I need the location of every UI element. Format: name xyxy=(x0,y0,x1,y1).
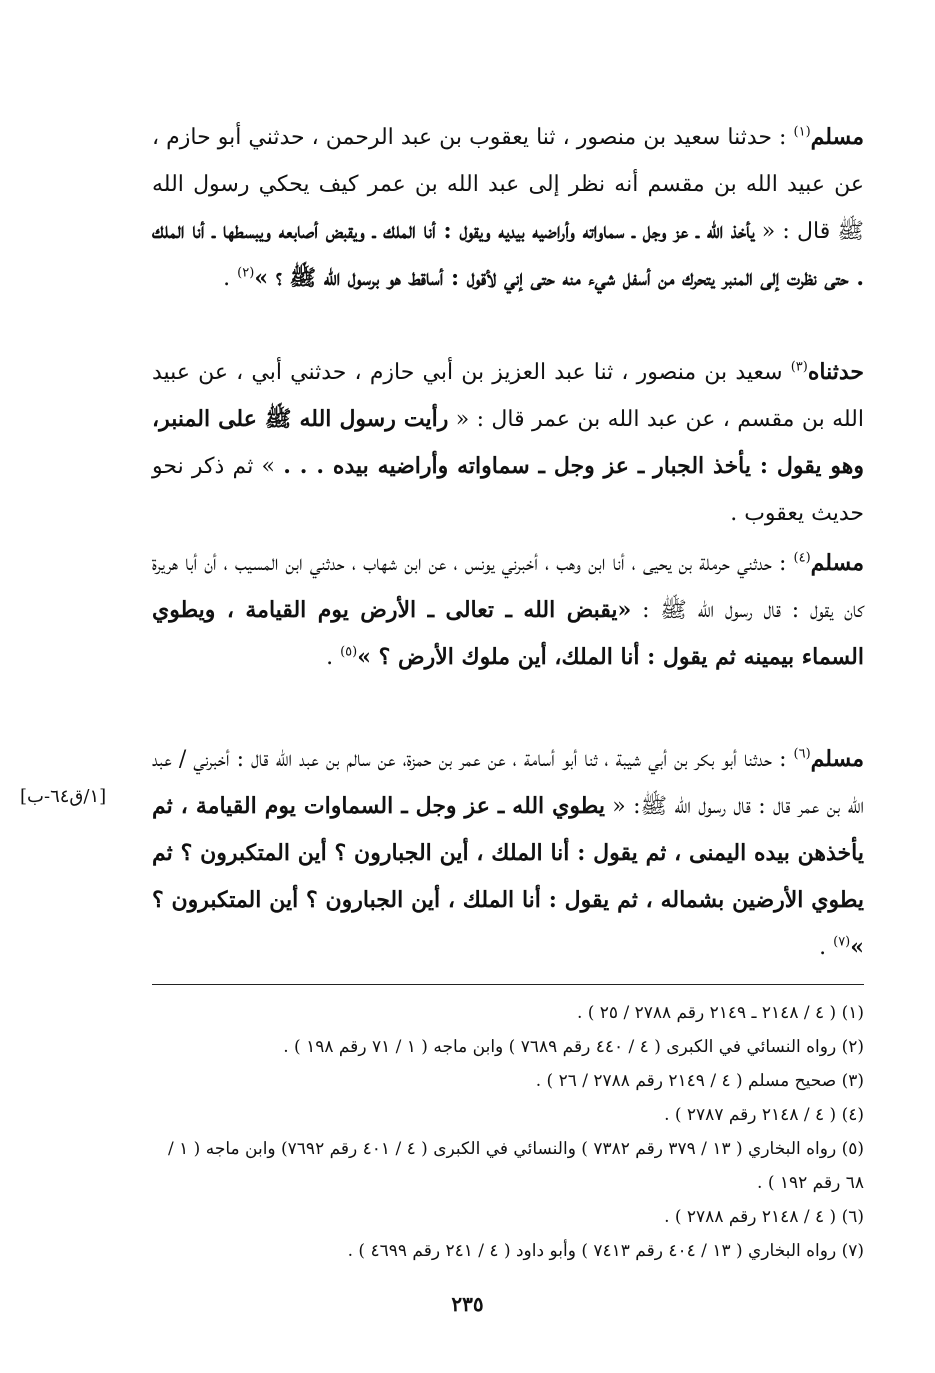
hadith-3-isnad: : حدثني حرملة بن يحيى ، أنا ابن وهب ، أخبرني يونس ، عن ابن شهاب ، حدثني ابن المسيب ، أن أبا هريرة كان يقول : قال رسول الله ﷺ : xyxy=(152,551,865,623)
hadith-4-label: مسلم xyxy=(810,746,864,772)
hadith-2-isnad: سعيد بن منصور ، ثنا عبد العزيز بن أبي حازم ، حدثني أبي ، عن عبيد الله بن مقسم ، عن عبد الله بن عمر قال : « xyxy=(152,360,864,432)
footnote-ref-5[interactable]: (٥) xyxy=(340,644,358,660)
hadith-1-isnad: : حدثنا سعيد بن منصور ، ثنا يعقوب بن عبد الرحمن ، حدثني أبو حازم ، عن عبيد الله بن مقسم أنه نظر إلى عبد الله بن عمر كيف يحكي رسول الله ﷺ قال : « xyxy=(152,125,865,244)
hadith-1-label: مسلم xyxy=(810,124,864,150)
footnote-item: (٤) ( ٤ / ٢١٤٨ رقم ٢٧٨٧ ) . xyxy=(664,1105,864,1125)
hadith-1-tail: . xyxy=(223,266,238,291)
footnote-item: (٧) رواه البخاري ( ١٣ / ٤٠٤ رقم ٧٤١٣ ) وأبو داود ( ٤ / ٢٤١ رقم ٤٦٩٩ ) . xyxy=(347,1241,864,1261)
hadith-paragraph-2 xyxy=(152,349,864,537)
hadith-2-matn: رأيت رسول الله ﷺ على المنبر، وهو يقول : يأخذ الجبار ـ عز وجل ـ سماواته وأراضيه بيده . . . xyxy=(152,406,865,479)
hadith-3-label: مسلم xyxy=(810,550,864,576)
hadith-4-isnad: : حدثنا أبو بكر بن أبي شيبة ، ثنا أبو أسامة ، عن عمر بن حمزة، عن سالم بن عبد الله قال : أخبرني / عبد الله بن عمر قال : قال رسول الله ﷺ: « xyxy=(152,747,865,819)
footnote-divider xyxy=(152,984,864,985)
hadith-4-matn: يطوي الله ـ عز وجل ـ السماوات يوم القيامة ، ثم يأخذهن بيده اليمنى ، ثم يقول : أنا الملك ، أين الجبارون ؟ أين المتكبرون ؟ ثم يطوي الأرضين بشماله ، ثم يقول : أنا الملك ، أين الجبارون ؟ أين المتكبرون ؟ » xyxy=(152,793,864,960)
footnotes-list xyxy=(152,996,864,1268)
hadith-paragraph-3 xyxy=(152,540,864,681)
hadith-2-tail: » ثم ذكر نحو حديث يعقوب . xyxy=(152,454,864,526)
page-number: ٢٣٥ xyxy=(451,1292,484,1316)
footnote-item: (١) ( ٤ / ٢١٤٨ ـ ٢١٤٩ رقم ٢٧٨٨ / ٢٥ ) . xyxy=(576,1003,864,1023)
hadith-4-tail: . xyxy=(819,935,834,960)
footnote-ref-1[interactable]: (١) xyxy=(793,124,811,140)
footnote-ref-3[interactable]: (٣) xyxy=(790,359,808,375)
footnote-ref-7[interactable]: (٧) xyxy=(833,934,851,950)
footnote-ref-6[interactable]: (٦) xyxy=(793,746,811,762)
footnote-item: (٥) رواه البخاري ( ١٣ / ٣٧٩ رقم ٧٣٨٢ ) والنسائي في الكبرى ( ٤ / ٤٠١ رقم ٧٦٩٢) وابن ماجه ( ١ / ٦٨ رقم ١٩٢ ) . xyxy=(167,1139,864,1193)
hadith-3-matn: «يقبض الله ـ تعالى ـ الأرض يوم القيامة ، ويطوي السماء بيمينه ثم يقول : أنا الملك، أين ملوك الأرض ؟ » xyxy=(152,597,864,670)
hadith-1-matn: يأخذ الله ـ عز وجل ـ سماواته وأراضيه بيديه ويقول : أنا الملك ـ ويقبض أصابعه ويبسطها ـ أنا الملك . حتى نظرت إلى المنبر يتحرك من أسفل شيء منه حتى إني لأقول : أساقط هو برسول الله ﷺ ؟ » xyxy=(152,218,864,291)
manuscript-folio-note: [١/ق٦٤-ب] xyxy=(20,786,107,807)
footnote-item: (٣) صحيح مسلم ( ٤ / ٢١٤٩ رقم ٢٧٨٨ / ٢٦ ) . xyxy=(535,1071,864,1091)
hadith-2-label: حدثناه xyxy=(807,359,864,385)
footnote-ref-2[interactable]: (٢) xyxy=(237,265,255,281)
footnote-ref-4[interactable]: (٤) xyxy=(793,550,811,566)
hadith-paragraph-1 xyxy=(152,114,864,302)
footnote-item: (٢) رواه النسائي في الكبرى ( ٤ / ٤٤٠ رقم ٧٦٨٩ ) وابن ماجه ( ١ / ٧١ رقم ١٩٨ ) . xyxy=(283,1037,864,1057)
hadith-paragraph-4 xyxy=(152,736,864,971)
hadith-3-tail: . xyxy=(326,645,341,670)
footnote-item: (٦) ( ٤ / ٢١٤٨ رقم ٢٧٨٨ ) . xyxy=(664,1207,864,1227)
